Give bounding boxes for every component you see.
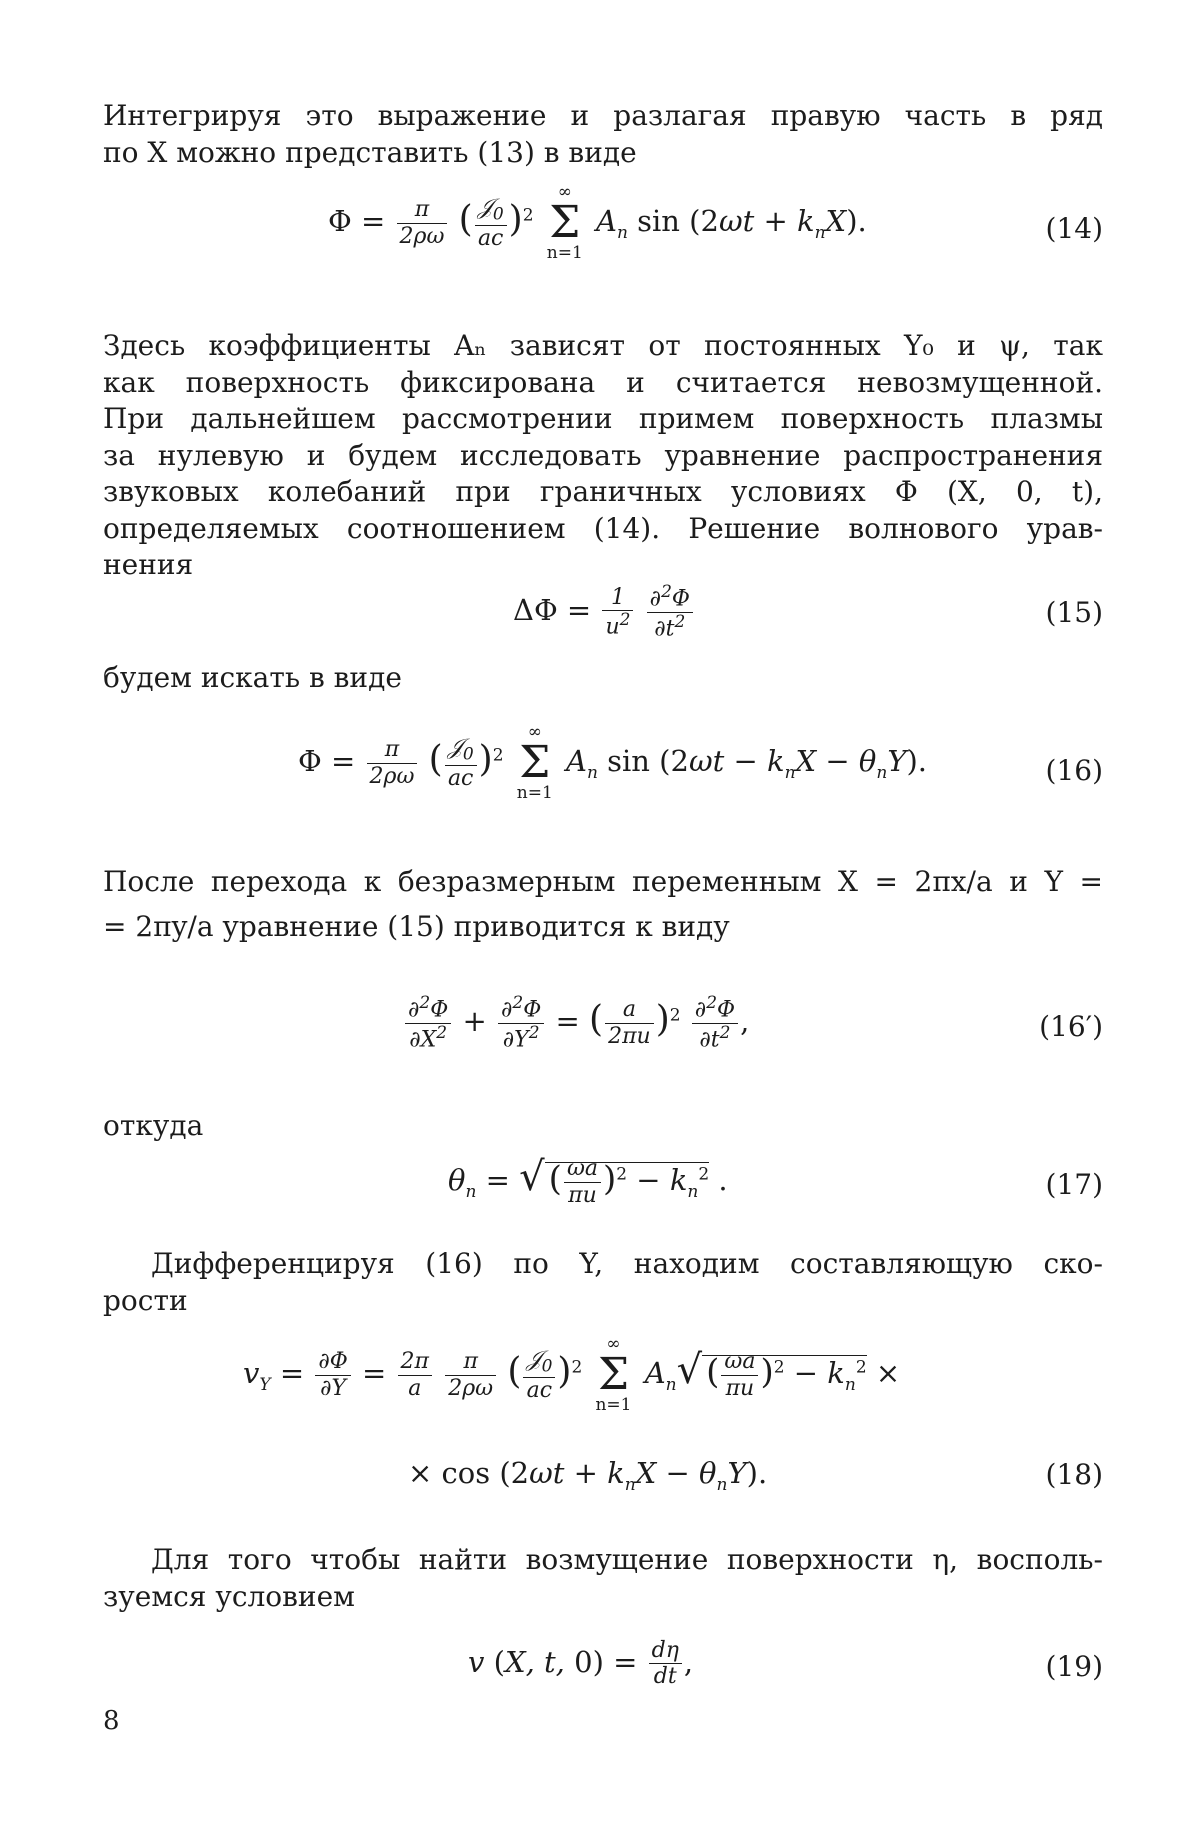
text-line: = 2πy/a уравнение (15) приводится к виду — [103, 909, 730, 943]
equation-number: (17) — [1045, 1168, 1103, 1201]
equation-15: ΔΦ = $\frac{1}{u^2}$ $\frac{\partial^2\Phi}{\partial t^2}$ (15) — [513, 582, 1103, 641]
equation-number: (19) — [1045, 1650, 1103, 1683]
text-line: звуковых колебаний при граничных условиях Φ (X, 0, t), — [103, 475, 1103, 508]
text-line: нения — [103, 548, 194, 581]
equation-number: (16) — [1045, 754, 1103, 787]
paragraph-differentiating — [103, 1246, 1103, 1319]
equation-number: (14) — [1045, 212, 1103, 245]
text-line: После перехода к безразмерным переменным X = 2πx/a и Y = — [103, 865, 1103, 898]
equation-18: $v_Y$ = $\frac{\partial\Phi}{\partial Y}$ = $\frac{2\pi}{a}$ $\frac{\pi}{2\rho\omega}$ ( $\frac{𝒥_0}{ac}$ )$^2$ ∞ Σ n=1 $A_n√$ ( $\frac{\omega a}{\pi u}$ )$^2 - k_n^2$ × × $\cos (2\omega t + k_nX - \theta_nY)$. (18) — [243, 1334, 1103, 1495]
paragraph-coefficients — [103, 328, 1103, 584]
paragraph-dimensionless — [103, 864, 1103, 945]
paragraph-search — [103, 660, 1103, 697]
text-line: будем искать в виде — [103, 661, 402, 694]
equation-number: (16′) — [1039, 1010, 1103, 1043]
text-line: как поверхность фиксирована и считается невозмущенной. — [103, 365, 1103, 399]
text-line: откуда — [103, 1109, 204, 1142]
text-line: зуемся условием — [103, 1579, 355, 1613]
equation-19: v (X, t, 0) = $\frac{d\eta}{dt}$ , (19) — [468, 1638, 1103, 1690]
text-line: рости — [103, 1283, 188, 1317]
text-line: Интегрируя это выражение и разлагая правую часть в ряд — [103, 99, 1103, 132]
text-line: Дифференцируя (16) по Y, находим составляющую ско- — [151, 1247, 1103, 1280]
paragraph-perturbation — [103, 1542, 1103, 1615]
equation-number: (15) — [1045, 596, 1103, 629]
paragraph-intro — [103, 98, 1103, 171]
text-line: При дальнейшем рассмотрении примем поверхность плазмы — [103, 402, 1103, 435]
page-number: 8 — [103, 1706, 120, 1736]
text-line: Для того чтобы найти возмущение поверхности η, восполь- — [151, 1543, 1103, 1576]
text-line: по X можно представить (13) в виде — [103, 135, 637, 169]
equation-16-prime: $\frac{\partial^2\Phi}{\partial X^2}$ + $\frac{\partial^2\Phi}{\partial Y^2}$ = ( $\frac{a}{2\pi u}$ )$^2$ $\frac{\partial^2\Phi}{\partial t^2}$ , (16′) — [103, 990, 1103, 1070]
equation-number: (18) — [1045, 1458, 1103, 1491]
text-line: определяемых соотношением (14). Решение волнового урав- — [103, 511, 1103, 545]
equation-16: Φ = $\frac{\pi}{2\rho\omega}$ ( $\frac{𝒥_0}{ac}$ )$^2$ ∞ Σ n=1 $A_n$ $\sin (2\omega t - k_nX - \theta_nY)$. (16) — [298, 722, 1103, 803]
text-line: за нулевую и будем исследовать уравнение распространения — [103, 438, 1103, 472]
equation-17: $\theta_n$ = √ ( $\frac{\omega a}{\pi u}$ )$^2 - k_n^2$ . (17) — [448, 1154, 1103, 1208]
paragraph-whence — [103, 1108, 1103, 1145]
text-line: Здесь коэффициенты Aₙ зависят от постоянных Y₀ и ψ, так — [103, 329, 1103, 362]
equation-14: Φ = $\frac{\pi}{2\rho\omega}$ ( $\frac{𝒥_0}{ac}$ )$^2$ ∞ Σ n=1 $A_n$ $\sin (2\omega t + k_nX)$. (14) — [328, 182, 1103, 263]
